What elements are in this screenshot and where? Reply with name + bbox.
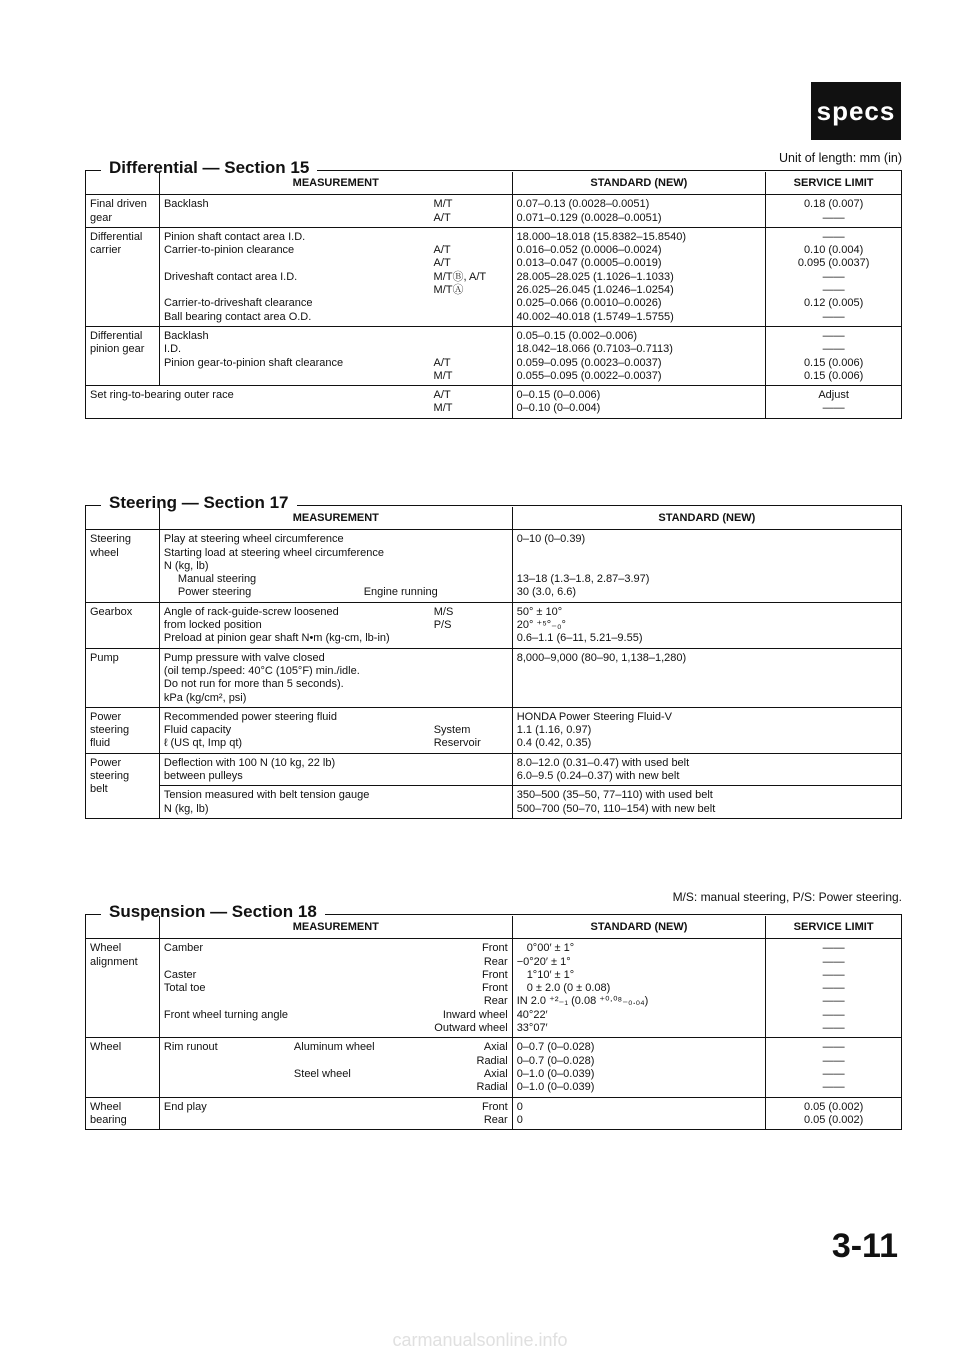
cell-line bbox=[164, 1101, 508, 1114]
limit-cell bbox=[766, 227, 902, 326]
measurement-cell bbox=[159, 648, 512, 707]
measurement-cell bbox=[159, 1038, 512, 1097]
cell-line: 0.05–0.15 (0.002–0.006) bbox=[516, 329, 638, 342]
cell-line bbox=[164, 244, 508, 257]
cell-line: —— bbox=[822, 1081, 845, 1094]
cell-line: Do not run for more than 5 seconds). bbox=[163, 678, 344, 691]
condition-label: Axial bbox=[483, 1041, 508, 1054]
item-label: Carrier-to-pinion clearance bbox=[163, 244, 295, 257]
table-row bbox=[86, 602, 902, 648]
item-label: Total toe bbox=[163, 982, 206, 995]
condition-label: M/T bbox=[433, 402, 453, 415]
cell-line bbox=[164, 1009, 508, 1022]
cell-line: kPa (kg/cm², psi) bbox=[163, 691, 247, 704]
cell-line: 0.059–0.095 (0.0023–0.0037) bbox=[516, 356, 662, 369]
header-service-limit: SERVICE LIMIT bbox=[766, 172, 902, 195]
limit-cell bbox=[766, 1097, 902, 1130]
header-measurement: MEASUREMENT bbox=[159, 507, 512, 530]
header-standard: STANDARD (NEW) bbox=[512, 916, 766, 939]
measurement-cell bbox=[159, 707, 512, 753]
group-cell bbox=[86, 326, 160, 385]
cell-line: IN 2.0 ⁺²₋₁ (0.08 ⁺⁰·⁰⁸₋₀.₀₄) bbox=[516, 995, 649, 1008]
condition-label: Rear bbox=[483, 1113, 508, 1126]
group-cell bbox=[86, 707, 160, 753]
cell-line: Deflection with 100 N (10 kg, 22 lb) bbox=[163, 756, 336, 769]
cell-line: 0.05 (0.002) bbox=[803, 1100, 864, 1113]
cell-line: between pulleys bbox=[163, 770, 243, 783]
cell-line: fluid bbox=[90, 737, 111, 750]
standard-cell bbox=[512, 786, 901, 819]
cell-line: —— bbox=[822, 329, 845, 342]
cell-line: gear bbox=[90, 211, 113, 224]
group-cell bbox=[86, 227, 160, 326]
measurement-cell bbox=[159, 227, 512, 326]
cell-line: 0.18 (0.007) bbox=[803, 198, 864, 211]
cell-line bbox=[164, 1114, 508, 1127]
cell-line: —— bbox=[822, 1022, 845, 1035]
cell-line: Pump pressure with valve closed bbox=[163, 651, 325, 664]
cell-line bbox=[164, 1055, 508, 1068]
condition-label: M/TⒶ bbox=[433, 284, 464, 297]
item-label bbox=[164, 1081, 294, 1094]
item-label: Rim runout bbox=[163, 1041, 218, 1054]
group-cell bbox=[86, 939, 160, 1038]
item-label: Recommended power steering fluid bbox=[163, 710, 337, 723]
standard-cell bbox=[512, 753, 901, 786]
table-row bbox=[86, 530, 902, 602]
standard-cell bbox=[512, 707, 901, 753]
condition-label: M/S bbox=[433, 605, 454, 618]
item-label: Backlash bbox=[163, 329, 209, 342]
cell-line bbox=[164, 560, 508, 573]
standard-cell bbox=[512, 939, 766, 1038]
table-row bbox=[86, 786, 902, 819]
cell-line bbox=[164, 1022, 508, 1035]
cell-line: Power bbox=[90, 710, 122, 723]
cell-line: Gearbox bbox=[90, 605, 133, 618]
cell-line: 0.05 (0.002) bbox=[803, 1113, 864, 1126]
cell-line: —— bbox=[822, 284, 845, 297]
table-row bbox=[86, 386, 902, 419]
cell-line: 0.4 (0.42, 0.35) bbox=[516, 737, 592, 750]
cell-line: 20° ⁺⁵°₋₀° bbox=[516, 619, 566, 632]
steering-footnote: M/S: manual steering, P/S: Power steering. bbox=[672, 890, 902, 904]
measurement-cell bbox=[159, 939, 512, 1038]
cell-line: wheel bbox=[90, 546, 119, 559]
cell-line: 0.10 (0.004) bbox=[803, 244, 864, 257]
page-number: 3-11 bbox=[831, 1227, 898, 1265]
cell-line bbox=[164, 995, 508, 1008]
condition-label: Front bbox=[481, 942, 508, 955]
cell-line: 0–0.7 (0–0.028) bbox=[516, 1054, 595, 1067]
cell-line: —— bbox=[822, 968, 845, 981]
item-label: I.D. bbox=[163, 343, 182, 356]
cell-line: —— bbox=[822, 402, 845, 415]
cell-line bbox=[164, 547, 508, 560]
cell-line bbox=[164, 619, 508, 632]
cell-line: 0–0.10 (0–0.004) bbox=[516, 402, 601, 415]
cell-line: —— bbox=[822, 942, 845, 955]
condition-label: Front bbox=[481, 982, 508, 995]
condition-label: Inward wheel bbox=[442, 1008, 508, 1021]
item-label: Fluid capacity bbox=[163, 724, 232, 737]
steering-section-title: Steering — Section 17 bbox=[85, 493, 902, 517]
cell-line bbox=[164, 956, 508, 969]
cell-line: 18.042–18.066 (0.7103–0.7113) bbox=[516, 343, 673, 356]
cell-line bbox=[164, 1068, 508, 1081]
standard-cell bbox=[512, 227, 766, 326]
condition-label: Rear bbox=[483, 955, 508, 968]
cell-line bbox=[164, 969, 508, 982]
cell-line bbox=[517, 547, 897, 560]
cell-line: steering bbox=[90, 770, 130, 783]
group-cell bbox=[86, 195, 160, 228]
cell-line: —— bbox=[822, 211, 845, 224]
cell-line: Power bbox=[90, 756, 122, 769]
sub-label: Aluminum wheel bbox=[293, 1041, 375, 1054]
standard-cell bbox=[512, 1097, 766, 1130]
standard-cell bbox=[512, 602, 901, 648]
measurement-cell bbox=[86, 386, 513, 419]
header-standard: STANDARD (NEW) bbox=[512, 172, 766, 195]
cell-line: 0.07–0.13 (0.0028–0.0051) bbox=[516, 198, 650, 211]
cell-line: 8,000–9,000 (80–90, 1,138–1,280) bbox=[516, 651, 687, 664]
cell-line: Pump bbox=[90, 651, 119, 664]
cell-line bbox=[164, 212, 508, 225]
cell-line bbox=[164, 711, 508, 724]
cell-line: —— bbox=[822, 270, 845, 283]
condition-label: System bbox=[433, 724, 471, 737]
cell-line: HONDA Power Steering Fluid-V bbox=[516, 710, 672, 723]
cell-line bbox=[164, 1041, 508, 1054]
table-row bbox=[86, 707, 902, 753]
cell-line bbox=[164, 1081, 508, 1094]
cell-line: bearing bbox=[90, 1113, 127, 1126]
item-label bbox=[164, 1068, 294, 1081]
cell-line: 500–700 (50–70, 110–154) with new belt bbox=[516, 802, 716, 815]
item-label: from locked position bbox=[163, 619, 262, 632]
limit-cell bbox=[766, 386, 902, 419]
cell-line: 0.071–0.129 (0.0028–0.0051) bbox=[516, 211, 662, 224]
cell-line: 0 ± 2.0 (0 ± 0.08) bbox=[526, 982, 611, 995]
item-label bbox=[164, 1055, 294, 1068]
condition-label: A/T bbox=[433, 244, 451, 257]
measurement-cell bbox=[159, 602, 512, 648]
cell-line: 6.0–9.5 (0.24–0.37) with new belt bbox=[516, 770, 680, 783]
cell-line bbox=[164, 737, 508, 750]
cell-line: —— bbox=[822, 1054, 845, 1067]
cell-line: 0–10 (0–0.39) bbox=[516, 533, 586, 546]
limit-cell bbox=[766, 939, 902, 1038]
cell-line: Differential bbox=[90, 230, 143, 243]
header-measurement: MEASUREMENT bbox=[159, 916, 512, 939]
item-label: ℓ (US qt, Imp qt) bbox=[163, 737, 243, 750]
table-row bbox=[86, 648, 902, 707]
cell-line: Tension measured with belt tension gauge bbox=[163, 789, 370, 802]
standard-cell bbox=[512, 1038, 766, 1097]
table-row bbox=[86, 227, 902, 326]
cell-line: —— bbox=[822, 995, 845, 1008]
cell-line bbox=[164, 982, 508, 995]
cell-line bbox=[164, 533, 508, 546]
cell-line bbox=[164, 343, 508, 356]
item-label: Angle of rack-guide-screw loosened bbox=[163, 605, 339, 618]
table-row bbox=[86, 1038, 902, 1097]
condition-label: Reservoir bbox=[433, 737, 481, 750]
group-cell bbox=[86, 1038, 160, 1097]
cell-line: 350–500 (35–50, 77–110) with used belt bbox=[516, 789, 713, 802]
item-label: Starting load at steering wheel circumference bbox=[163, 546, 385, 559]
measurement-cell bbox=[159, 786, 512, 819]
cell-line: 0–0.7 (0–0.028) bbox=[516, 1041, 595, 1054]
cell-line: 0.013–0.047 (0.0005–0.0019) bbox=[516, 257, 662, 270]
cell-line: —— bbox=[822, 230, 845, 243]
table-row bbox=[86, 939, 902, 1038]
cell-line bbox=[164, 198, 508, 211]
condition-label: A/T bbox=[433, 257, 451, 270]
condition-label: A/T bbox=[433, 389, 451, 402]
cell-line: —— bbox=[822, 1008, 845, 1021]
cell-line bbox=[517, 560, 897, 573]
cell-line bbox=[164, 271, 508, 284]
header-measurement: MEASUREMENT bbox=[159, 172, 512, 195]
header-service-limit: SERVICE LIMIT bbox=[766, 916, 902, 939]
cell-line bbox=[164, 606, 508, 619]
differential-section-title: Differential — Section 15 bbox=[85, 158, 902, 182]
item-label: Driveshaft contact area I.D. bbox=[163, 270, 298, 283]
cell-line: 0.15 (0.006) bbox=[803, 369, 864, 382]
sub-label: Steel wheel bbox=[293, 1067, 351, 1080]
item-label: Pinion gear-to-pinion shaft clearance bbox=[163, 356, 344, 369]
condition-label: Engine running bbox=[363, 586, 438, 599]
cell-line: carrier bbox=[90, 244, 122, 257]
item-label: Backlash bbox=[163, 198, 209, 211]
condition-label: Front bbox=[481, 1100, 508, 1113]
limit-cell bbox=[766, 326, 902, 385]
table-row bbox=[86, 195, 902, 228]
item-label: End play bbox=[163, 1100, 207, 1113]
table-row bbox=[86, 753, 902, 786]
standard-cell bbox=[512, 386, 766, 419]
cell-line: 0–1.0 (0–0.039) bbox=[516, 1081, 595, 1094]
cell-line bbox=[164, 231, 508, 244]
cell-line bbox=[164, 297, 508, 310]
cell-line: 1.1 (1.16, 0.97) bbox=[516, 724, 592, 737]
cell-line bbox=[164, 357, 508, 370]
item-label: Ball bearing contact area O.D. bbox=[163, 310, 312, 323]
cell-line: —— bbox=[822, 310, 845, 323]
cell-line: —— bbox=[822, 982, 845, 995]
cell-line: Final driven bbox=[90, 198, 147, 211]
suspension-table bbox=[85, 916, 902, 1130]
cell-line: 33°07′ bbox=[516, 1022, 548, 1035]
cell-line: 0–0.15 (0–0.006) bbox=[516, 389, 601, 402]
unit-note: Unit of length: mm (in) bbox=[779, 151, 902, 165]
cell-line: steering bbox=[90, 724, 130, 737]
item-label: Caster bbox=[163, 968, 197, 981]
measurement-cell bbox=[159, 1097, 512, 1130]
condition-label: Front bbox=[481, 968, 508, 981]
condition-label: P/S bbox=[433, 619, 452, 632]
watermark: carmanualsonline.info bbox=[392, 1330, 568, 1350]
cell-line: —— bbox=[822, 1041, 845, 1054]
cell-line: Adjust bbox=[818, 389, 849, 402]
item-label: Play at steering wheel circumference bbox=[163, 533, 344, 546]
group-cell bbox=[86, 648, 160, 707]
cell-line: —— bbox=[822, 343, 845, 356]
standard-cell bbox=[512, 530, 901, 602]
cell-line bbox=[164, 370, 508, 383]
table-row bbox=[86, 326, 902, 385]
specs-badge: specs bbox=[811, 82, 901, 140]
header-standard: STANDARD (NEW) bbox=[512, 507, 901, 530]
cell-line: 0.12 (0.005) bbox=[803, 297, 864, 310]
suspension-section-title: Suspension — Section 18 bbox=[85, 902, 902, 926]
cell-line bbox=[164, 632, 508, 645]
cell-line: 13–18 (1.3–1.8, 2.87–3.97) bbox=[516, 573, 650, 586]
cell-line: 0°00′ ± 1° bbox=[526, 942, 575, 955]
item-label: Carrier-to-driveshaft clearance bbox=[163, 297, 313, 310]
cell-line: 26.025–26.045 (1.0246–1.0254) bbox=[516, 284, 674, 297]
group-cell bbox=[86, 753, 160, 818]
item-label: Power steering bbox=[177, 586, 252, 599]
cell-line: (oil temp./speed: 40°C (105°F) min./idle. bbox=[163, 664, 360, 677]
cell-line: 30 (3.0, 6.6) bbox=[516, 586, 577, 599]
cell-line: 0.016–0.052 (0.0006–0.0024) bbox=[516, 244, 662, 257]
cell-line bbox=[164, 724, 508, 737]
differential-table bbox=[85, 172, 902, 419]
condition-label: Rear bbox=[483, 995, 508, 1008]
cell-line bbox=[164, 942, 508, 955]
limit-cell bbox=[766, 195, 902, 228]
item-label: Preload at pinion gear shaft N•m (kg-cm, lb-in) bbox=[163, 632, 390, 645]
cell-line: Steering bbox=[90, 533, 131, 546]
item-label: Pinion shaft contact area I.D. bbox=[163, 230, 306, 243]
condition-label: Axial bbox=[483, 1067, 508, 1080]
condition-label: Outward wheel bbox=[434, 1022, 508, 1035]
cell-line: N (kg, lb) bbox=[163, 802, 209, 815]
cell-line: 18.000–18.018 (15.8382–15.8540) bbox=[516, 230, 686, 243]
cell-line: 40.002–40.018 (1.5749–1.5755) bbox=[516, 310, 674, 323]
item-label: N (kg, lb) bbox=[163, 559, 209, 572]
standard-cell bbox=[512, 195, 766, 228]
cell-line bbox=[164, 257, 508, 270]
cell-line bbox=[164, 573, 508, 586]
cell-line bbox=[164, 330, 508, 343]
cell-line bbox=[164, 311, 508, 324]
cell-line: —— bbox=[822, 1067, 845, 1080]
cell-line: 1°10′ ± 1° bbox=[526, 968, 575, 981]
cell-line: 0.025–0.066 (0.0010–0.0026) bbox=[516, 297, 662, 310]
cell-line: Wheel bbox=[90, 1100, 122, 1113]
condition-label: M/TⒷ, A/T bbox=[433, 270, 487, 283]
item-label: Manual steering bbox=[177, 573, 257, 586]
cell-line: 8.0–12.0 (0.31–0.47) with used belt bbox=[516, 756, 690, 769]
cell-line bbox=[164, 586, 508, 599]
cell-line: pinion gear bbox=[90, 343, 145, 356]
condition-label: A/T bbox=[433, 356, 451, 369]
limit-cell bbox=[766, 1038, 902, 1097]
standard-cell bbox=[512, 648, 901, 707]
condition-label: M/T bbox=[433, 369, 453, 382]
item-label: Set ring-to-bearing outer race bbox=[90, 389, 234, 402]
condition-label: Radial bbox=[476, 1054, 508, 1067]
cell-line: 0–1.0 (0–0.039) bbox=[516, 1067, 595, 1080]
condition-label: Radial bbox=[476, 1081, 508, 1094]
cell-line: 0.15 (0.006) bbox=[803, 356, 864, 369]
cell-line: —— bbox=[822, 955, 845, 968]
cell-line: Wheel bbox=[90, 942, 122, 955]
cell-line: Wheel bbox=[90, 1041, 122, 1054]
item-label: Front wheel turning angle bbox=[163, 1008, 289, 1021]
cell-line: 0.6–1.1 (6–11, 5.21–9.55) bbox=[516, 632, 643, 645]
measurement-cell bbox=[159, 753, 512, 786]
cell-line: 28.005–28.025 (1.1026–1.1033) bbox=[516, 270, 674, 283]
cell-line: 0 bbox=[516, 1113, 523, 1126]
cell-line: alignment bbox=[90, 955, 138, 968]
item-label: Camber bbox=[163, 942, 204, 955]
group-cell bbox=[86, 530, 160, 602]
standard-cell bbox=[512, 326, 766, 385]
condition-label: A/T bbox=[433, 211, 451, 224]
steering-table bbox=[85, 507, 902, 819]
cell-line: belt bbox=[90, 783, 108, 796]
condition-label: M/T bbox=[433, 198, 453, 211]
cell-line: 0.095 (0.0037) bbox=[797, 257, 870, 270]
table-row bbox=[86, 1097, 902, 1130]
cell-line: 0.055–0.095 (0.0022–0.0037) bbox=[516, 369, 662, 382]
cell-line: 0 bbox=[516, 1100, 523, 1113]
cell-line: −0°20′ ± 1° bbox=[516, 955, 571, 968]
cell-line: Differential bbox=[90, 329, 143, 342]
cell-line bbox=[164, 284, 508, 297]
group-cell bbox=[86, 1097, 160, 1130]
cell-line: 40°22′ bbox=[516, 1008, 548, 1021]
cell-line: 50° ± 10° bbox=[516, 605, 563, 618]
measurement-cell bbox=[159, 326, 512, 385]
measurement-cell bbox=[159, 530, 512, 602]
measurement-cell bbox=[159, 195, 512, 228]
group-cell bbox=[86, 602, 160, 648]
